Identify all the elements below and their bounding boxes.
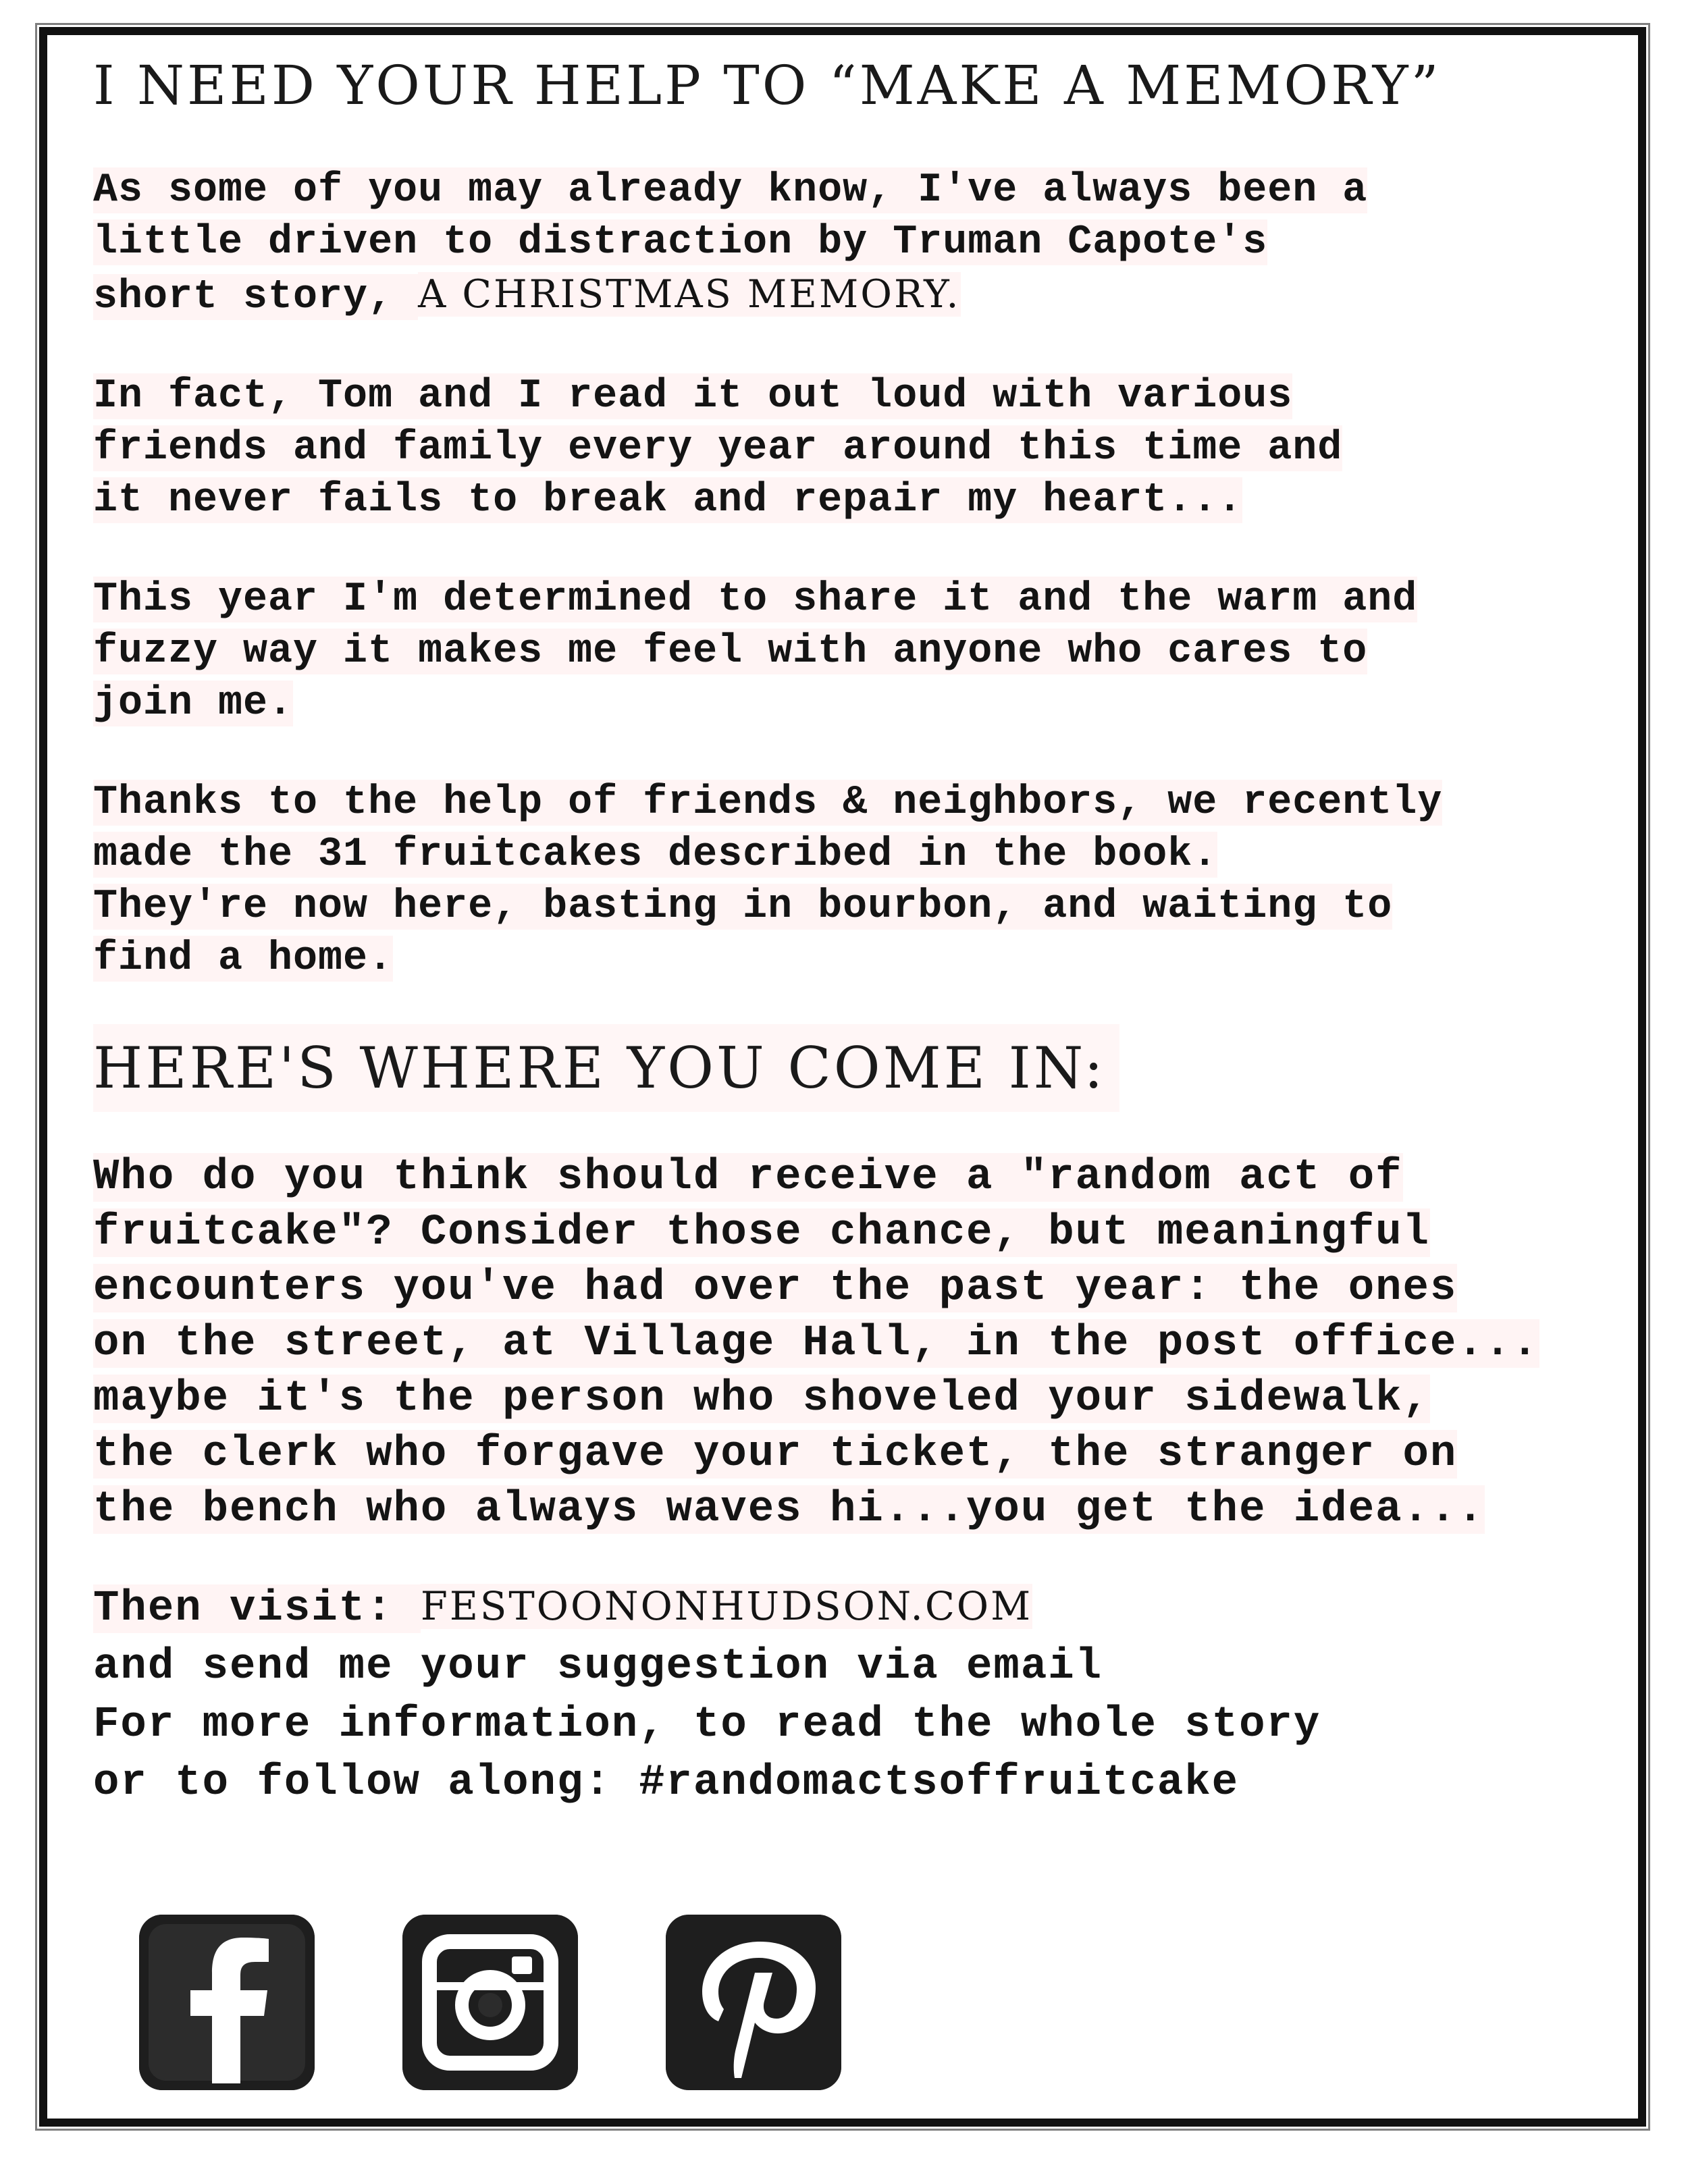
intro-line-3: short story, A CHRISTMAS MEMORY.: [93, 272, 961, 320]
call-to-action: [93, 1578, 1606, 1812]
paragraph-line: encounters you've had over the past year: the ones: [93, 1264, 1458, 1312]
paragraph-line: maybe it's the person who shoveled your sidewalk,: [93, 1375, 1430, 1423]
paragraph-sharing: [93, 574, 1606, 730]
website-link[interactable]: FESTOONONHUDSON.COM: [420, 1584, 1033, 1629]
cta-line-2: and send me your suggestion via email: [93, 1643, 1103, 1691]
intro-line-2: little driven to distraction by Truman Capote's: [93, 219, 1268, 265]
facebook-glyph: [139, 1915, 315, 2090]
paragraph-line: join me.: [93, 681, 294, 726]
paragraph-line: In fact, Tom and I read it out loud with various: [93, 373, 1293, 419]
intro-paragraph: [93, 165, 1606, 323]
paragraph-line: made the 31 fruitcakes described in the book.: [93, 832, 1218, 878]
intro-line-1: As some of you may already know, I've always been a: [93, 167, 1368, 213]
paragraph-line: friends and family every year around this time and: [93, 425, 1343, 471]
facebook-icon[interactable]: [139, 1915, 315, 2090]
paragraph-line: on the street, at Village Hall, in the post office...: [93, 1319, 1539, 1368]
section-heading: HERE'S WHERE YOU COME IN:: [93, 1024, 1119, 1112]
pinterest-glyph: [666, 1915, 841, 2090]
paragraph-line: Who do you think should receive a "random act of: [93, 1153, 1403, 1202]
paragraph-line: They're now here, basting in bourbon, and waiting to: [93, 884, 1393, 930]
paragraph-fruitcakes: [93, 777, 1606, 985]
paragraph-line: This year I'm determined to share it and the warm and: [93, 577, 1418, 622]
paragraph-line: Thanks to the help of friends & neighbors, we recently: [93, 780, 1443, 826]
paragraph-line: fruitcake"? Consider those chance, but meaningful: [93, 1208, 1430, 1257]
cta-line-3: For more information, to read the whole story: [93, 1701, 1321, 1749]
flyer-content: [93, 49, 1606, 1812]
paragraph-nomination: [93, 1150, 1606, 1537]
instagram-glyph: [402, 1915, 578, 2090]
cta-line-4: or to follow along: #randomactsoffruitcake: [93, 1759, 1240, 1807]
paragraph-line: the clerk who forgave your ticket, the stranger on: [93, 1430, 1458, 1479]
paragraph-line: the bench who always waves hi...you get the idea...: [93, 1485, 1485, 1534]
pinterest-icon[interactable]: [666, 1915, 841, 2090]
instagram-icon[interactable]: [402, 1915, 578, 2090]
cta-line-visit: Then visit: FESTOONONHUDSON.COM: [93, 1584, 1033, 1633]
paragraph-reading-tradition: [93, 371, 1606, 527]
paragraph-line: it never fails to break and repair my heart...: [93, 477, 1243, 523]
page-title: I NEED YOUR HELP TO “MAKE A MEMORY”: [93, 54, 1442, 117]
book-title: A CHRISTMAS MEMORY.: [418, 272, 961, 317]
paragraph-line: find a home.: [93, 936, 394, 982]
social-icons: [139, 1915, 841, 2090]
paragraph-line: fuzzy way it makes me feel with anyone who cares to: [93, 629, 1368, 674]
